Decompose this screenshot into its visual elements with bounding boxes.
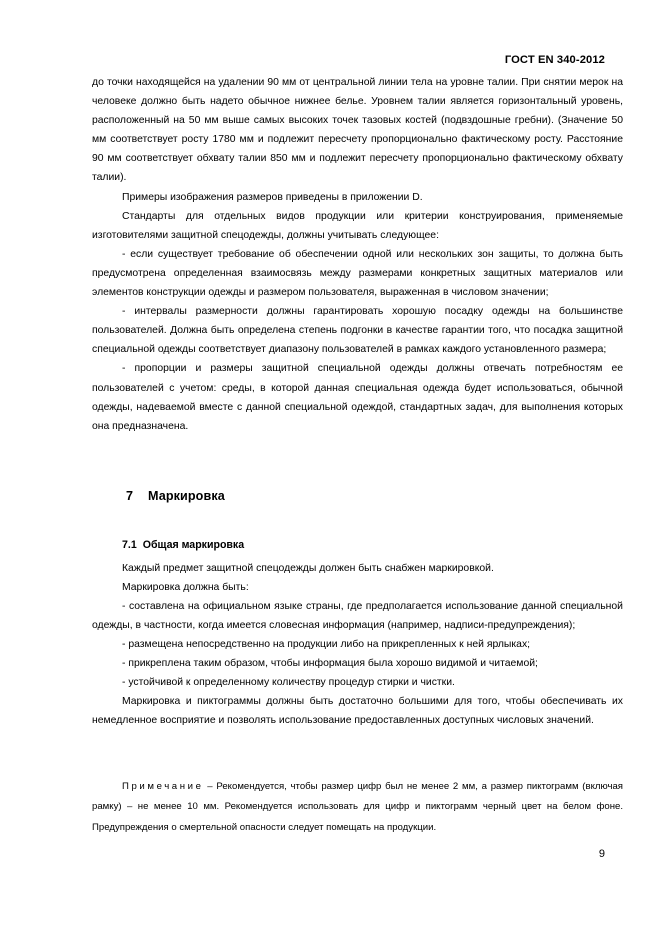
section-title: Маркировка: [148, 489, 225, 503]
note-label: Примечание: [122, 781, 204, 792]
list-item-proportions: - пропорции и размеры защитной специальной одежды должны отвечать потребностям ее пользователей с учетом: среды, в которой данная специальная одежда будет использоваться, обычной одежды, надеваемой вместе с данной специальной одеждой, стандартных задач, для выполнения которых она предназначена.: [92, 363, 623, 432]
body-text-top: [92, 73, 623, 436]
list-item-visibility: - прикреплена таким образом, чтобы информация была хорошо видимой и читаемой;: [122, 658, 538, 669]
note-paragraph: [92, 777, 623, 838]
section-heading: [126, 489, 225, 503]
list-item-size-intervals: - интервалы размерности должны гарантировать хорошую посадку одежды на большинстве пользователей. Должна быть определена степень подгонки в качестве гарантии того, что посадка защитной специальной одежды соответствует диапазону пользователей в рамках каждого установленного размера;: [92, 306, 623, 356]
list-item-official-language: - составлена на официальном языке страны, где предполагается использование данной специальной одежды, в частности, когда имеется словесная информация (например, надписи-предупреждения);: [92, 601, 623, 631]
note-block: [92, 777, 623, 838]
list-item-durability: - устойчивой к определенному количеству процедур стирки и чистки.: [122, 677, 455, 688]
subsection-title: Общая маркировка: [142, 539, 245, 551]
subsection-heading: [92, 536, 623, 555]
paragraph-marking-must-be: Маркировка должна быть:: [122, 582, 249, 593]
note-text: – Рекомендуется, чтобы размер цифр был не менее 2 мм, а размер пиктограмм (включая рамку) – не менее 10 мм. Рекомендуется использовать для цифр и пиктограмм черный цвет на белом фоне. Предупреждения о смертельной опасности следует помещать на продукции.: [92, 781, 623, 833]
list-item-protection-zones: - если существует требование об обеспечении одной или нескольких зон защиты, то должна быть предусмотрена определенная взаимосвязь между размерами конкретных защитных материалов или элементов конструкции одежды и размером пользователя, выраженная в числовом значении;: [92, 248, 623, 299]
paragraph-continuation: до точки находящейся на удалении 90 мм от центральной линии тела на уровне талии. При снятии мерок на человеке должно быть надето обычное нижнее белье. Уровнем талии является горизонтальный уровень, расположенный на 50 мм выше самых высоких точек тазовых костей (подвздошные гребни). (Значение 50 мм соответствует росту 1780 мм и подлежит пересчету пропорционально фактическому росту. Расстояние 90 мм соответствует обхвату талии 850 мм и подлежит пересчету пропорционально фактическому обхвату талии).: [92, 77, 623, 184]
paragraph-marking-required: Каждый предмет защитной спецодежды должен быть снабжен маркировкой.: [122, 563, 494, 574]
document-code-header: ГОСТ EN 340-2012: [504, 54, 605, 66]
list-item-placement: - размещена непосредственно на продукции либо на прикрепленных к ней ярлыках;: [122, 639, 531, 650]
paragraph-pictograms-size: Маркировка и пиктограммы должны быть достаточно большими для того, чтобы обеспечивать их немедленное восприятие и позволять использование предоставленных доступных числовых значений.: [92, 696, 623, 726]
paragraph-standards-intro: Стандарты для отдельных видов продукции или критерии конструирования, применяемые изготовителями защитной спецодежды, должны учитывать следующее:: [92, 210, 623, 241]
paragraph-appendix-reference: Примеры изображения размеров приведены в приложении D.: [122, 191, 423, 203]
section-number: 7: [126, 489, 134, 503]
subsection-number: 7.1: [122, 539, 137, 551]
page-number: 9: [598, 848, 605, 860]
body-text-section: [92, 536, 623, 730]
